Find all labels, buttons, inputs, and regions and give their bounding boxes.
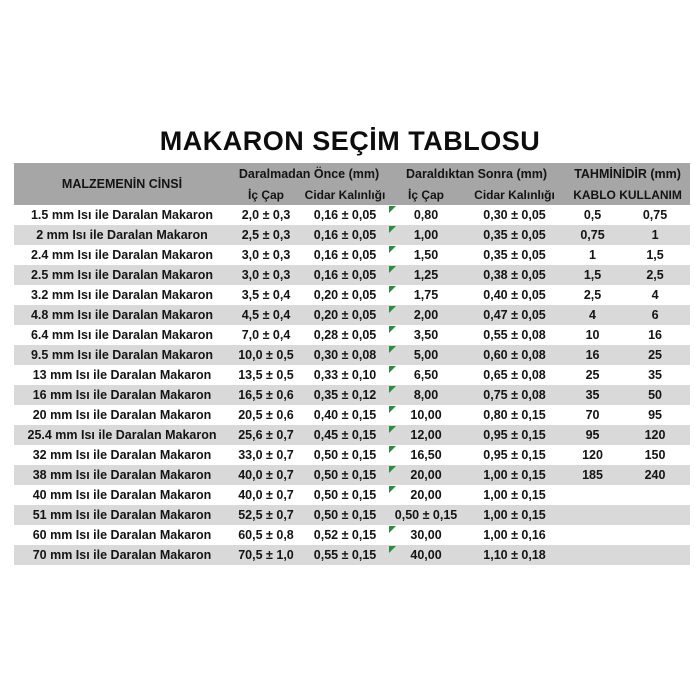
cidar-after-cell: 0,30 ± 0,05 — [483, 208, 546, 222]
material-cell: 9.5 mm Isı ile Daralan Makaron — [14, 345, 230, 365]
table-header — [14, 163, 690, 205]
ic-cap-before-cell: 70,5 ± 1,0 — [230, 545, 302, 565]
cidar-after-cell: 1,00 ± 0,16 — [483, 528, 546, 542]
header-group-estimate: TAHMİNİDİR (mm) — [565, 163, 690, 184]
cidar-before-cell: 0,40 ± 0,15 — [313, 408, 377, 422]
kablo-min-cell — [565, 485, 620, 505]
subheader-cable-usage: KABLO KULLANIM — [565, 184, 690, 205]
cidar-before-cell: 0,28 ± 0,05 — [313, 328, 377, 342]
cidar-after-cell: 0,95 ± 0,15 — [464, 425, 565, 445]
cidar-before-cell: 0,52 ± 0,15 — [313, 528, 377, 542]
ic-cap-before-cell: 3,5 ± 0,4 — [241, 288, 291, 302]
cidar-before-cell: 0,35 ± 0,12 — [302, 385, 388, 405]
kablo-max-cell: 50 — [620, 385, 690, 405]
kablo-max-cell — [620, 485, 690, 505]
cidar-before-cell: 0,20 ± 0,05 — [313, 288, 377, 302]
ic-cap-before-cell: 40,0 ± 0,7 — [238, 488, 294, 502]
ic-cap-after-cell: 20,00 — [388, 465, 464, 485]
cidar-after-cell: 0,47 ± 0,05 — [464, 305, 565, 325]
material-cell: 60 mm Isı ile Daralan Makaron — [32, 528, 212, 542]
subheader-wall-thickness-after: Cidar Kalınlığı — [464, 184, 565, 205]
cidar-after-cell: 0,38 ± 0,05 — [464, 265, 565, 285]
kablo-max-cell: 4 — [651, 288, 659, 302]
ic-cap-after-cell: 8,00 — [388, 385, 464, 405]
kablo-min-cell: 95 — [565, 425, 620, 445]
cidar-after-cell: 1,10 ± 0,18 — [464, 545, 565, 565]
kablo-min-cell: 0,75 — [565, 225, 620, 245]
ic-cap-before-cell: 4,5 ± 0,4 — [230, 305, 302, 325]
table-row — [14, 405, 690, 425]
cidar-before-cell: 0,45 ± 0,15 — [302, 425, 388, 445]
material-cell: 1.5 mm Isı ile Daralan Makaron — [30, 208, 214, 222]
kablo-max-cell: 150 — [644, 448, 666, 462]
ic-cap-after-cell: 2,00 — [388, 305, 464, 325]
selection-table-container — [14, 163, 690, 565]
kablo-min-cell — [565, 525, 620, 545]
table-row — [14, 265, 690, 285]
cidar-before-cell: 0,50 ± 0,15 — [302, 505, 388, 525]
makaron-selection-table — [14, 163, 690, 565]
material-cell: 4.8 mm Isı ile Daralan Makaron — [14, 305, 230, 325]
material-cell: 70 mm Isı ile Daralan Makaron — [14, 545, 230, 565]
ic-cap-after-cell: 30,00 — [388, 525, 464, 545]
material-cell: 2.5 mm Isı ile Daralan Makaron — [14, 265, 230, 285]
cidar-after-cell: 0,35 ± 0,05 — [483, 248, 546, 262]
kablo-min-cell: 1,5 — [565, 265, 620, 285]
kablo-max-cell: 25 — [620, 345, 690, 365]
kablo-min-cell: 35 — [565, 385, 620, 405]
kablo-max-cell — [620, 545, 690, 565]
table-body — [14, 205, 690, 565]
cidar-after-cell: 0,55 ± 0,08 — [483, 328, 546, 342]
ic-cap-after-cell: 6,50 — [388, 365, 464, 385]
subheader-inner-diameter-before: İç Çap — [230, 184, 302, 205]
material-cell: 51 mm Isı ile Daralan Makaron — [14, 505, 230, 525]
ic-cap-before-cell: 16,5 ± 0,6 — [230, 385, 302, 405]
kablo-max-cell: 1 — [620, 225, 690, 245]
table-row — [14, 225, 690, 245]
table-row — [14, 525, 690, 545]
kablo-max-cell: 120 — [620, 425, 690, 445]
table-row — [14, 245, 690, 265]
cell-error-triangle-icon — [389, 326, 396, 333]
table-row — [14, 505, 690, 525]
cidar-before-cell: 0,50 ± 0,15 — [313, 448, 377, 462]
header-material: MALZEMENİN CİNSİ — [14, 163, 230, 205]
ic-cap-before-cell: 60,5 ± 0,8 — [238, 528, 294, 542]
cell-error-triangle-icon — [389, 466, 396, 473]
material-cell: 16 mm Isı ile Daralan Makaron — [14, 385, 230, 405]
cidar-before-cell: 0,20 ± 0,05 — [302, 305, 388, 325]
kablo-min-cell: 185 — [565, 465, 620, 485]
cell-error-triangle-icon — [389, 346, 396, 353]
kablo-max-cell — [620, 525, 690, 545]
table-row — [14, 205, 690, 225]
kablo-max-cell: 35 — [648, 368, 662, 382]
ic-cap-after-cell: 1,75 — [388, 285, 464, 305]
cell-error-triangle-icon — [389, 486, 396, 493]
cidar-after-cell: 0,75 ± 0,08 — [464, 385, 565, 405]
table-row — [14, 325, 690, 345]
cidar-before-cell: 0,30 ± 0,08 — [302, 345, 388, 365]
cidar-after-cell: 1,00 ± 0,15 — [464, 505, 565, 525]
cidar-before-cell: 0,33 ± 0,10 — [313, 368, 377, 382]
table-row — [14, 425, 690, 445]
ic-cap-after-cell: 40,00 — [388, 545, 464, 565]
cell-error-triangle-icon — [389, 446, 396, 453]
table-row — [14, 305, 690, 325]
ic-cap-after-cell: 12,00 — [388, 425, 464, 445]
kablo-min-cell: 120 — [582, 448, 603, 462]
cell-error-triangle-icon — [389, 226, 396, 233]
ic-cap-after-cell: 1,00 — [388, 225, 464, 245]
cidar-before-cell: 0,16 ± 0,05 — [313, 248, 377, 262]
kablo-max-cell: 16 — [648, 328, 662, 342]
cell-error-triangle-icon — [389, 266, 396, 273]
ic-cap-before-cell: 2,5 ± 0,3 — [230, 225, 302, 245]
ic-cap-after-cell: 0,80 — [388, 205, 464, 225]
kablo-min-cell: 1 — [589, 248, 596, 262]
ic-cap-after-cell: 10,00 — [388, 405, 464, 425]
ic-cap-after-cell: 1,25 — [388, 265, 464, 285]
ic-cap-before-cell: 7,0 ± 0,4 — [241, 328, 291, 342]
ic-cap-before-cell: 13,5 ± 0,5 — [238, 368, 294, 382]
cell-error-triangle-icon — [389, 246, 396, 253]
kablo-min-cell: 16 — [565, 345, 620, 365]
ic-cap-before-cell: 52,5 ± 0,7 — [230, 505, 302, 525]
material-cell: 40 mm Isı ile Daralan Makaron — [32, 488, 212, 502]
kablo-min-cell: 4 — [565, 305, 620, 325]
ic-cap-after-cell: 5,00 — [388, 345, 464, 365]
cidar-after-cell: 0,95 ± 0,15 — [483, 448, 546, 462]
cell-error-triangle-icon — [389, 206, 396, 213]
subheader-inner-diameter-after: İç Çap — [388, 184, 464, 205]
ic-cap-after-cell: 16,50 — [388, 445, 464, 465]
material-cell: 2.4 mm Isı ile Daralan Makaron — [30, 248, 214, 262]
kablo-max-cell: 0,75 — [642, 208, 668, 222]
material-cell: 2 mm Isı ile Daralan Makaron — [14, 225, 230, 245]
kablo-max-cell: 240 — [620, 465, 690, 485]
material-cell: 32 mm Isı ile Daralan Makaron — [32, 448, 212, 462]
ic-cap-after-cell: 20,00 — [388, 485, 464, 505]
kablo-min-cell: 70 — [585, 408, 600, 422]
cidar-after-cell: 0,80 ± 0,15 — [483, 408, 546, 422]
header-group-after-shrink: Daraldıktan Sonra (mm) — [388, 163, 565, 184]
table-row — [14, 445, 690, 465]
table-row — [14, 465, 690, 485]
cell-error-triangle-icon — [389, 406, 396, 413]
ic-cap-before-cell: 33,0 ± 0,7 — [238, 448, 294, 462]
ic-cap-before-cell: 2,0 ± 0,3 — [241, 208, 291, 222]
kablo-min-cell: 25 — [585, 368, 600, 382]
cell-error-triangle-icon — [389, 426, 396, 433]
cidar-before-cell: 0,16 ± 0,05 — [313, 208, 377, 222]
ic-cap-before-cell: 3,0 ± 0,3 — [241, 248, 291, 262]
ic-cap-before-cell: 10,0 ± 0,5 — [230, 345, 302, 365]
material-cell: 6.4 mm Isı ile Daralan Makaron — [30, 328, 214, 342]
cell-error-triangle-icon — [389, 526, 396, 533]
kablo-min-cell — [565, 545, 620, 565]
kablo-min-cell — [565, 505, 620, 525]
kablo-min-cell: 2,5 — [583, 288, 602, 302]
cidar-before-cell: 0,50 ± 0,15 — [313, 488, 377, 502]
cell-error-triangle-icon — [389, 306, 396, 313]
cidar-after-cell: 0,60 ± 0,08 — [464, 345, 565, 365]
cidar-before-cell: 0,16 ± 0,05 — [302, 225, 388, 245]
kablo-max-cell: 95 — [648, 408, 662, 422]
ic-cap-before-cell: 40,0 ± 0,7 — [230, 465, 302, 485]
kablo-max-cell: 6 — [620, 305, 690, 325]
ic-cap-before-cell: 25,6 ± 0,7 — [230, 425, 302, 445]
table-row — [14, 365, 690, 385]
cell-error-triangle-icon — [389, 286, 396, 293]
table-row — [14, 345, 690, 365]
ic-cap-after-cell: 3,50 — [388, 325, 464, 345]
page-title: MAKARON SEÇİM TABLOSU — [159, 126, 541, 156]
kablo-max-cell: 1,5 — [646, 248, 664, 262]
cidar-after-cell: 1,00 ± 0,15 — [483, 488, 546, 502]
ic-cap-after-cell: 1,50 — [388, 245, 464, 265]
material-cell: 13 mm Isı ile Daralan Makaron — [32, 368, 212, 382]
cell-error-triangle-icon — [389, 546, 396, 553]
material-cell: 20 mm Isı ile Daralan Makaron — [32, 408, 212, 422]
material-cell: 38 mm Isı ile Daralan Makaron — [14, 465, 230, 485]
cell-error-triangle-icon — [389, 366, 396, 373]
cidar-after-cell: 1,00 ± 0,15 — [464, 465, 565, 485]
cidar-after-cell: 0,40 ± 0,05 — [483, 288, 546, 302]
material-cell: 25.4 mm Isı ile Daralan Makaron — [14, 425, 230, 445]
ic-cap-after-cell: 0,50 ± 0,15 — [388, 505, 464, 525]
table-row — [14, 385, 690, 405]
ic-cap-before-cell: 20,5 ± 0,6 — [238, 408, 294, 422]
cidar-after-cell: 0,65 ± 0,08 — [483, 368, 546, 382]
kablo-min-cell: 0,5 — [583, 208, 602, 222]
cidar-after-cell: 0,35 ± 0,05 — [464, 225, 565, 245]
header-group-before-shrink: Daralmadan Önce (mm) — [230, 163, 388, 184]
subheader-wall-thickness-before: Cidar Kalınlığı — [302, 184, 388, 205]
cell-error-triangle-icon — [389, 386, 396, 393]
cidar-before-cell: 0,55 ± 0,15 — [302, 545, 388, 565]
kablo-max-cell: 2,5 — [620, 265, 690, 285]
cidar-before-cell: 0,16 ± 0,05 — [302, 265, 388, 285]
cidar-before-cell: 0,50 ± 0,15 — [302, 465, 388, 485]
material-cell: 3.2 mm Isı ile Daralan Makaron — [30, 288, 214, 302]
kablo-min-cell: 10 — [585, 328, 600, 342]
kablo-max-cell — [620, 505, 690, 525]
ic-cap-before-cell: 3,0 ± 0,3 — [230, 265, 302, 285]
table-row — [14, 285, 690, 305]
table-row — [14, 485, 690, 505]
table-row — [14, 545, 690, 565]
